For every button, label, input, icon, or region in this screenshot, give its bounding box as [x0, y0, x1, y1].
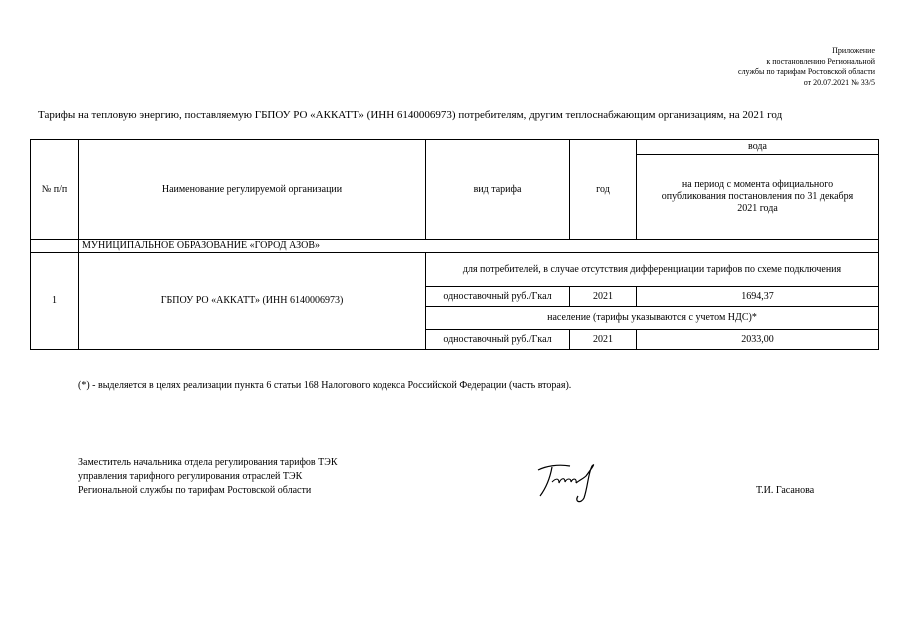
handwritten-signature [532, 456, 612, 508]
appendix-block [738, 46, 875, 88]
appendix-line: к постановлению Региональной [766, 56, 875, 66]
header-water: вода [637, 140, 879, 155]
municipality-number-cell [31, 240, 79, 253]
signatory-line: Заместитель начальника отдела регулирования тарифов ТЭК [78, 457, 338, 468]
tariff-type-cell: одноставочный руб./Гкал [426, 330, 570, 350]
signatory-position [78, 456, 338, 498]
tariff-value-cell: 2033,00 [637, 330, 879, 350]
signatory-line: Региональной службы по тарифам Ростовской области [78, 485, 312, 496]
consumer-group-label: для потребителей, в случае отсутствия дифференциации тарифов по схеме подключения [426, 253, 879, 287]
appendix-line: от 20.07.2021 № 33/5 [803, 77, 875, 87]
header-period: на период с момента официального опубликования постановления по 31 декабря 2021 года [637, 155, 879, 240]
header-tariff-type: вид тарифа [426, 140, 570, 240]
signatory-line: управления тарифного регулирования отраслей ТЭК [78, 471, 303, 482]
municipality-row: МУНИЦИПАЛЬНОЕ ОБРАЗОВАНИЕ «ГОРОД АЗОВ» [79, 240, 879, 253]
header-organization: Наименование регулируемой организации [79, 140, 426, 240]
header-year: год [570, 140, 637, 240]
tariff-value-cell: 1694,37 [637, 287, 879, 307]
appendix-line: Приложение [832, 46, 875, 55]
header-number: № п/п [31, 140, 79, 240]
population-group-label: население (тарифы указываются с учетом НДС)* [426, 307, 879, 330]
footnote: (*) - выделяется в целях реализации пункта 6 статьи 168 Налогового кодекса Российской Федерации (часть вторая). [78, 380, 572, 391]
tariff-table [30, 139, 879, 350]
row-number: 1 [31, 253, 79, 350]
signer-name: Т.И. Гасанова [756, 485, 815, 496]
appendix-line: службы по тарифам Ростовской области [738, 67, 875, 76]
year-cell: 2021 [570, 330, 637, 350]
year-cell: 2021 [570, 287, 637, 307]
tariff-type-cell: одноставочный руб./Гкал [426, 287, 570, 307]
document-title: Тарифы на тепловую энергию, поставляемую ГБПОУ РО «АККАТТ» (ИНН 6140006973) потребителям, другим теплоснабжающим организациям, на 2021 год [38, 109, 783, 121]
row-organization: ГБПОУ РО «АККАТТ» (ИНН 6140006973) [79, 253, 426, 350]
